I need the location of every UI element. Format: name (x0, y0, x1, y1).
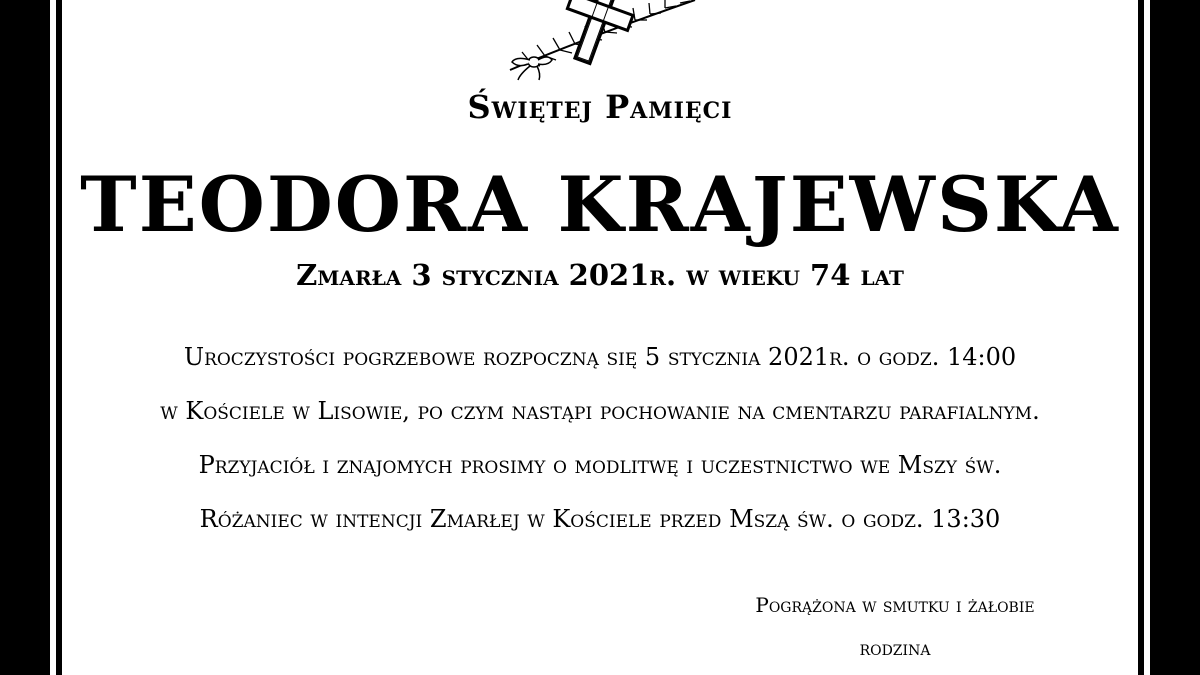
notice-heading: Świętej Pamięci (467, 88, 733, 126)
rosary-info-line: Różaniec w intencji Zmarłej w Kościele przed Mszą św. o godz. 13:30 (199, 505, 1001, 533)
death-date-age: Zmarła 3 stycznia 2021r. w wieku 74 lat (296, 258, 904, 292)
invitation-line: Przyjaciół i znajomych prosimy o modlitwę i uczestnictwo we Mszy św. (198, 451, 1002, 479)
burial-info-line: w Kościele w Lisowie, po czym nastąpi pochowanie na cmentarzu parafialnym. (160, 397, 1040, 425)
deceased-name: TEODORA KRAJEWSKA (80, 160, 1120, 249)
left-mourning-border (0, 0, 62, 675)
cross-with-palm-branch-icon (490, 0, 700, 95)
funeral-info-line: Uroczystości pogrzebowe rozpoczną się 5 stycznia 2021r. o godz. 14:00 (183, 343, 1017, 371)
right-mourning-border (1138, 0, 1200, 675)
signature-family: rodzina (859, 636, 931, 660)
signature-line: Pogrążona w smutku i żałobie (755, 593, 1035, 617)
